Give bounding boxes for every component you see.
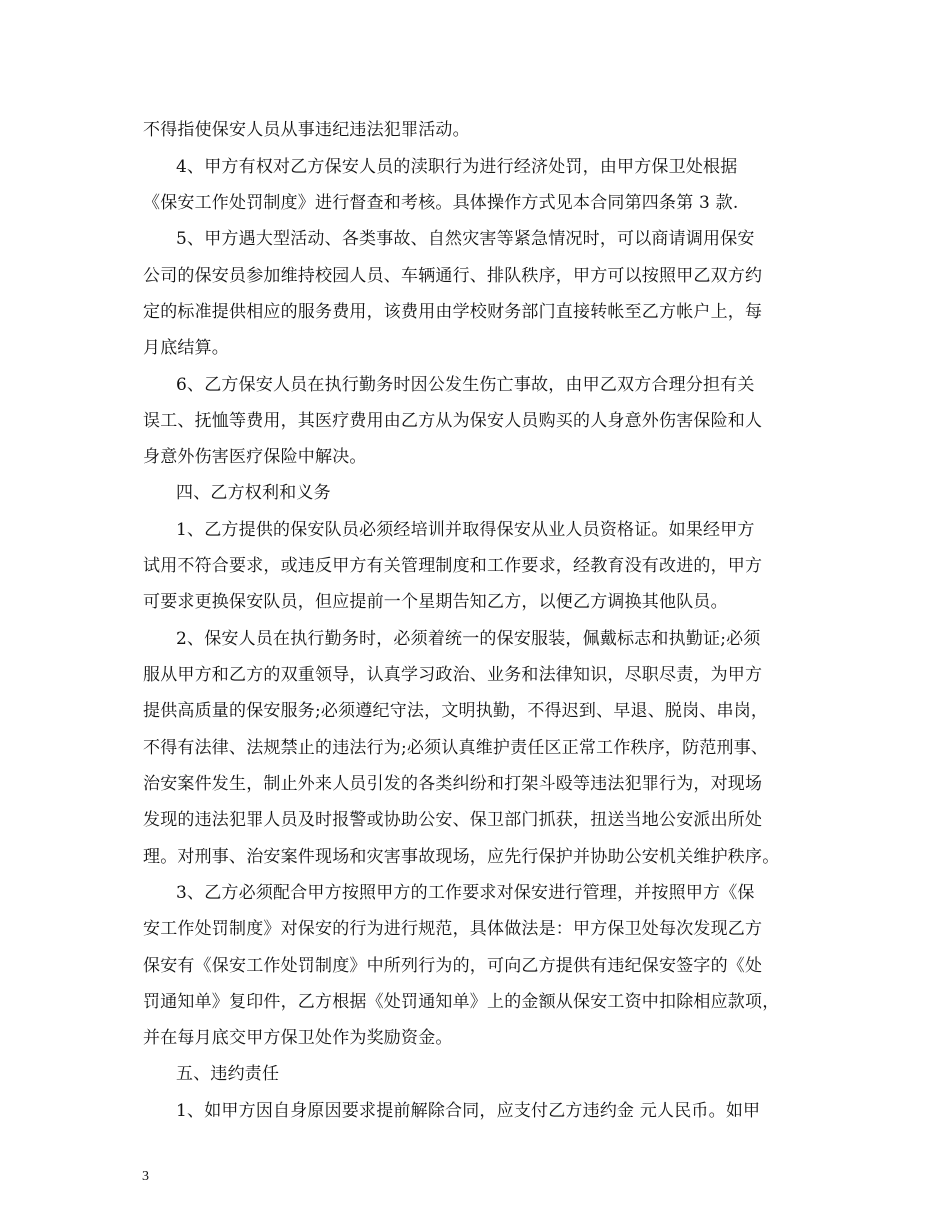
text-line: 提供高质量的保安服务;必须遵纪守法，文明执勤，不得迟到、早退、脱岗、串岗，: [143, 701, 769, 721]
text-line: 4、甲方有权对乙方保安人员的渎职行为进行经济处罚，由甲方保卫处根据: [176, 157, 738, 177]
text-line: 《保安工作处罚制度》进行督查和考核。具体操作方式见本合同第四条第 3 款.: [143, 193, 739, 213]
text-line: 5、甲方遇大型活动、各类事故、自然灾害等紧急情况时，可以商请调用保安: [176, 229, 755, 249]
text-line: 误工、抚恤等费用，其医疗费用由乙方从为保安人员购买的人身意外伤害保险和人: [143, 411, 763, 431]
text-line: 治安案件发生，制止外来人员引发的各类纠纷和打架斗殴等违法犯罪行为，对现场: [143, 774, 763, 794]
text-line: 并在每月底交甲方保卫处作为奖励资金。: [143, 1028, 453, 1048]
text-line: 服从甲方和乙方的双重领导，认真学习政治、业务和法律知识，尽职尽责，为甲方: [143, 665, 763, 685]
text-line: 身意外伤害医疗保险中解决。: [143, 447, 367, 467]
text-line: 1、乙方提供的保安队员必须经培训并取得保安从业人员资格证。如果经甲方: [176, 520, 755, 540]
text-line: 定的标准提供相应的服务费用，该费用由学校财务部门直接转帐至乙方帐户上，每: [143, 302, 763, 322]
section-heading: 四、乙方权利和义务: [176, 483, 331, 503]
text-line: 不得有法律、法规禁止的违法行为;必须认真维护责任区正常工作秩序，防范刑事、: [143, 738, 769, 758]
text-line: 月底结算。: [143, 338, 229, 358]
text-line: 罚通知单》复印件，乙方根据《处罚通知单》上的金额从保安工资中扣除相应款项，: [143, 992, 780, 1012]
text-line: 3、乙方必须配合甲方按照甲方的工作要求对保安进行管理，并按照甲方《保: [176, 883, 755, 903]
text-line: 公司的保安员参加维持校园人员、车辆通行、排队秩序，甲方可以按照甲乙双方约: [143, 266, 763, 286]
text-line: 2、保安人员在执行勤务时，必须着统一的保安服装，佩戴标志和执勤证;必须: [176, 629, 761, 649]
text-line: 1、如甲方因自身原因要求提前解除合同，应支付乙方违约金 元人民币。如甲: [176, 1101, 761, 1121]
section-heading: 五、违约责任: [176, 1064, 280, 1084]
page-number: 3: [142, 1169, 149, 1184]
text-line: 可要求更换保安队员，但应提前一个星期告知乙方，以便乙方调换其他队员。: [143, 592, 728, 612]
text-line: 试用不符合要求，或违反甲方有关管理制度和工作要求，经教育没有改进的，甲方: [143, 556, 763, 576]
text-line: 安工作处罚制度》对保安的行为进行规范，具体做法是：甲方保卫处每次发现乙方: [143, 919, 763, 939]
text-line: 发现的违法犯罪人员及时报警或协助公安、保卫部门抓获，扭送当地公安派出所处: [143, 810, 763, 830]
text-line: 不得指使保安人员从事违纪违法犯罪活动。: [143, 120, 470, 140]
text-line: 6、乙方保安人员在执行勤务时因公发生伤亡事故，由甲乙双方合理分担有关: [176, 375, 755, 395]
text-line: 保安有《保安工作处罚制度》中所列行为的，可向乙方提供有违纪保安签字的《处: [143, 956, 763, 976]
text-line: 理。对刑事、治安案件现场和灾害事故现场，应先行保护并协助公安机关维护秩序。: [143, 847, 780, 867]
